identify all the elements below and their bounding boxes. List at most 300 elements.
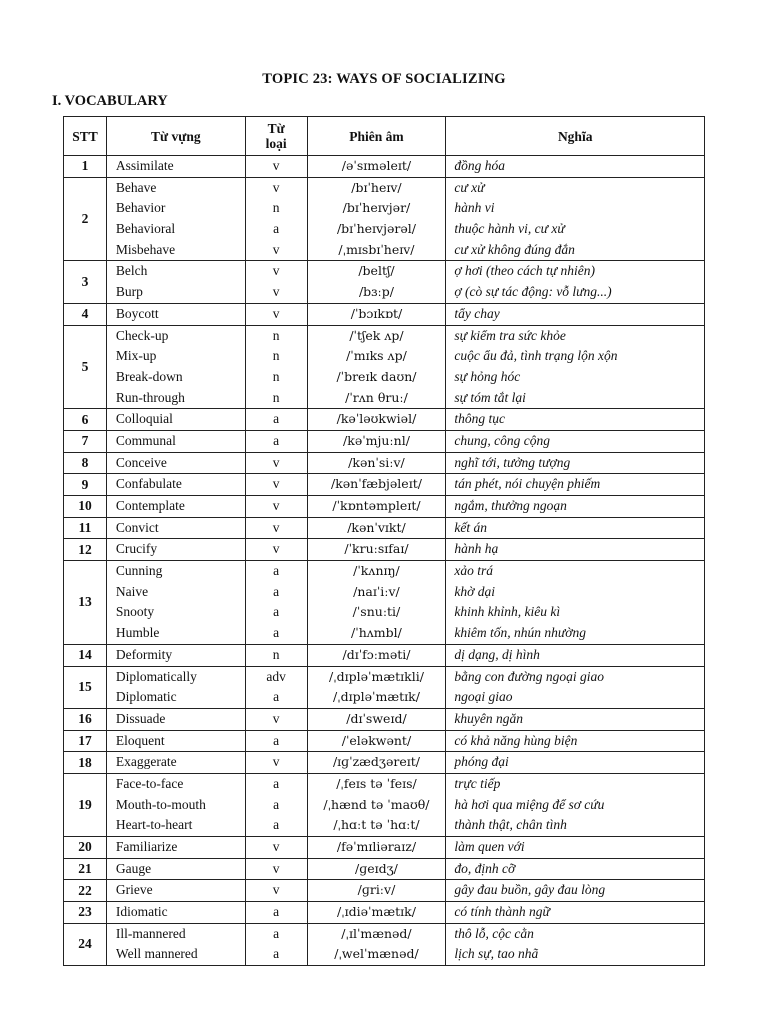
- part-of-speech-cell-line: v: [272, 541, 280, 557]
- part-of-speech-cell-line: n: [272, 368, 280, 384]
- meaning-cell-line: có tính thành ngữ: [454, 904, 550, 920]
- header-pos-line1: Từ: [267, 121, 285, 136]
- meaning-cell-line: đồng hóa: [454, 158, 506, 173]
- part-of-speech-cell: [245, 902, 307, 924]
- pronunciation-cell: [307, 666, 446, 708]
- table-row: [64, 303, 705, 325]
- part-of-speech-cell-line: n: [272, 348, 280, 364]
- meaning-cell-line: dị dạng, dị hình: [454, 646, 540, 662]
- word-cell: [106, 666, 245, 708]
- word-cell-line: Break-down: [115, 368, 183, 384]
- part-of-speech-cell-line: a: [273, 432, 280, 448]
- meaning-cell-line: thuộc hành vi, cư xử: [454, 221, 565, 237]
- table-row: [64, 517, 705, 539]
- row-number: 17: [64, 730, 107, 752]
- pronunciation-cell-line: /ˌdɪpləˈmætɪk/: [333, 689, 420, 705]
- part-of-speech-cell: [245, 644, 307, 666]
- pronunciation-cell-line: /ˌdɪpləˈmætɪkli/: [329, 668, 424, 684]
- word-cell-line: Deformity: [115, 646, 173, 662]
- pronunciation-cell-line: /ˌhænd tə ˈmaʊθ/: [323, 796, 430, 812]
- pronunciation-cell: [307, 858, 446, 880]
- meaning-cell-line: trực tiếp: [454, 775, 501, 791]
- part-of-speech-cell: [245, 730, 307, 752]
- meaning-cell: [446, 325, 705, 409]
- row-number: 14: [64, 644, 107, 666]
- row-number: 1: [64, 156, 107, 178]
- word-cell-line: Conceive: [115, 454, 167, 470]
- meaning-cell-line: phóng đại: [454, 754, 509, 770]
- section-heading: I. VOCABULARY: [52, 93, 168, 109]
- row-number: 5: [64, 325, 107, 409]
- meaning-cell-line: làm quen với: [454, 839, 525, 854]
- table-row: [64, 902, 705, 924]
- table-row: [64, 837, 705, 859]
- part-of-speech-cell-line: v: [272, 241, 280, 257]
- part-of-speech-cell-line: a: [273, 411, 280, 427]
- word-cell-line: Dissuade: [115, 710, 166, 726]
- word-cell: [106, 858, 245, 880]
- pronunciation-cell-line: /fəˈmɪliəraɪz/: [336, 839, 417, 854]
- word-cell-line: Diplomatically: [115, 668, 197, 684]
- row-number: 19: [64, 773, 107, 836]
- pronunciation-cell-line: /bɪˈheɪvjər/: [342, 200, 411, 216]
- part-of-speech-cell-line: a: [273, 625, 280, 641]
- word-cell: [106, 261, 245, 303]
- word-cell-line: Eloquent: [115, 732, 165, 748]
- meaning-cell: [446, 837, 705, 859]
- table-row: [64, 452, 705, 474]
- meaning-cell-line: xảo trá: [454, 563, 494, 579]
- pronunciation-cell: [307, 923, 446, 965]
- word-cell-line: Behave: [115, 179, 157, 195]
- part-of-speech-cell: [245, 858, 307, 880]
- word-cell-line: Naive: [115, 583, 149, 599]
- part-of-speech-cell-line: a: [273, 732, 280, 748]
- pronunciation-cell-line: /kənˈvɪkt/: [347, 519, 406, 535]
- meaning-cell-line: khờ dại: [454, 583, 495, 599]
- part-of-speech-cell: [245, 430, 307, 452]
- word-cell: [106, 880, 245, 902]
- row-number: 24: [64, 923, 107, 965]
- meaning-cell: [446, 539, 705, 561]
- pronunciation-cell: [307, 539, 446, 561]
- row-number: 23: [64, 902, 107, 924]
- pronunciation-cell-line: /beltʃ/: [358, 263, 395, 279]
- meaning-cell: [446, 666, 705, 708]
- pronunciation-cell: [307, 902, 446, 924]
- pronunciation-cell-line: /ˈsnuːti/: [352, 604, 401, 620]
- row-number: 6: [64, 409, 107, 431]
- meaning-cell: [446, 517, 705, 539]
- meaning-cell: [446, 902, 705, 924]
- meaning-cell: [446, 773, 705, 836]
- meaning-cell-line: ợ hơi (theo cách tự nhiên): [454, 263, 596, 279]
- row-number: 10: [64, 496, 107, 518]
- word-cell: [106, 496, 245, 518]
- part-of-speech-cell-line: n: [272, 327, 280, 343]
- word-cell: [106, 773, 245, 836]
- pronunciation-cell-line: /ˈbreɪk daʊn/: [336, 368, 417, 384]
- word-cell: [106, 644, 245, 666]
- part-of-speech-cell-line: n: [272, 389, 280, 405]
- part-of-speech-cell: [245, 517, 307, 539]
- header-pos: [245, 117, 307, 156]
- pronunciation-cell-line: /ɪɡˈzædʒəreɪt/: [332, 754, 420, 770]
- word-cell-line: Burp: [115, 284, 143, 300]
- meaning-cell-line: gây đau buồn, gây đau lòng: [454, 882, 606, 898]
- part-of-speech-cell-line: v: [272, 179, 280, 195]
- meaning-cell-line: sự hỏng hóc: [454, 368, 521, 384]
- part-of-speech-cell-line: a: [273, 563, 280, 579]
- pronunciation-cell-line: /ɡeɪdʒ/: [355, 860, 398, 876]
- word-cell-line: Face-to-face: [115, 775, 184, 791]
- word-cell-line: Contemplate: [115, 498, 185, 513]
- part-of-speech-cell-line: a: [273, 689, 280, 705]
- table-row: [64, 752, 705, 774]
- meaning-cell: [446, 261, 705, 303]
- word-cell-line: Behavior: [115, 200, 166, 216]
- part-of-speech-cell-line: v: [272, 839, 280, 854]
- part-of-speech-cell-line: a: [273, 925, 280, 941]
- table-row: [64, 430, 705, 452]
- header-pos-line2: loại: [265, 136, 287, 151]
- pronunciation-cell-line: /bɜːp/: [358, 284, 394, 300]
- part-of-speech-cell: [245, 561, 307, 645]
- pronunciation-cell-line: /ˈrʌn θruː/: [345, 389, 408, 405]
- part-of-speech-cell-line: n: [272, 200, 280, 216]
- pronunciation-cell: [307, 409, 446, 431]
- vocabulary-table: [63, 116, 705, 966]
- table-row: [64, 923, 705, 965]
- part-of-speech-cell-line: v: [272, 498, 280, 513]
- pronunciation-cell-line: /bɪˈheɪvjərəl/: [336, 221, 416, 237]
- meaning-cell-line: tẩy chay: [454, 305, 500, 321]
- row-number: 12: [64, 539, 107, 561]
- row-number: 8: [64, 452, 107, 474]
- word-cell-line: Run-through: [115, 389, 185, 405]
- part-of-speech-cell-line: a: [273, 775, 280, 791]
- meaning-cell-line: đo, định cỡ: [454, 860, 516, 876]
- pronunciation-cell: [307, 430, 446, 452]
- meaning-cell-line: sự tóm tắt lại: [454, 389, 526, 405]
- pronunciation-cell: [307, 496, 446, 518]
- meaning-cell: [446, 474, 705, 496]
- word-cell-line: Diplomatic: [115, 689, 177, 705]
- word-cell-line: Misbehave: [115, 241, 176, 257]
- row-number: 9: [64, 474, 107, 496]
- meaning-cell: [446, 452, 705, 474]
- word-cell-line: Confabulate: [115, 476, 182, 492]
- part-of-speech-cell-line: v: [272, 476, 280, 492]
- word-cell-line: Behavioral: [115, 221, 176, 237]
- pronunciation-cell-line: /ˈhʌmbl/: [351, 625, 402, 641]
- meaning-cell: [446, 303, 705, 325]
- pronunciation-cell-line: /ˌɪlˈmænəd/: [341, 925, 412, 941]
- row-number: 2: [64, 177, 107, 261]
- meaning-cell-line: hà hơi qua miệng để sơ cứu: [454, 796, 605, 812]
- word-cell: [106, 409, 245, 431]
- table-row: [64, 858, 705, 880]
- meaning-cell: [446, 730, 705, 752]
- word-cell-line: Boycott: [115, 305, 159, 321]
- row-number: 15: [64, 666, 107, 708]
- table-row: [64, 730, 705, 752]
- pronunciation-cell-line: /ˈbɔɪkɒt/: [350, 305, 403, 321]
- table-row: [64, 156, 705, 178]
- row-number: 3: [64, 261, 107, 303]
- part-of-speech-cell-line: v: [272, 710, 280, 726]
- meaning-cell-line: ngắm, thưởng ngoạn: [454, 498, 567, 513]
- part-of-speech-cell: [245, 452, 307, 474]
- pronunciation-cell-line: /ˈkʌnɪŋ/: [353, 563, 400, 579]
- word-cell-line: Assimilate: [115, 158, 174, 173]
- pronunciation-cell-line: /ɡriːv/: [357, 882, 396, 898]
- table-row: [64, 261, 705, 303]
- meaning-cell: [446, 708, 705, 730]
- meaning-cell-line: tán phét, nói chuyện phiếm: [454, 476, 601, 492]
- header-word: Từ vựng: [106, 117, 245, 156]
- part-of-speech-cell-line: v: [272, 305, 280, 321]
- part-of-speech-cell: [245, 261, 307, 303]
- word-cell-line: Heart-to-heart: [115, 817, 193, 833]
- word-cell-line: Well mannered: [115, 946, 198, 962]
- row-number: 7: [64, 430, 107, 452]
- word-cell: [106, 539, 245, 561]
- pronunciation-cell: [307, 303, 446, 325]
- meaning-cell-line: cuộc ẩu đả, tình trạng lộn xộn: [454, 348, 618, 364]
- part-of-speech-cell-line: v: [272, 754, 280, 770]
- word-cell: [106, 517, 245, 539]
- word-cell-line: Colloquial: [115, 411, 173, 427]
- word-cell-line: Gauge: [115, 860, 152, 876]
- meaning-cell-line: ợ (cò sự tác động: vỗ lưng...): [454, 284, 612, 300]
- meaning-cell-line: khiêm tốn, nhún nhường: [454, 625, 586, 641]
- part-of-speech-cell: [245, 539, 307, 561]
- document-title: TOPIC 23: WAYS OF SOCIALIZING: [262, 71, 506, 87]
- part-of-speech-cell: [245, 752, 307, 774]
- pronunciation-cell-line: /ˌhɑːt tə ˈhɑːt/: [333, 817, 420, 833]
- word-cell-line: Exaggerate: [115, 754, 177, 770]
- pronunciation-cell-line: /kəˈləʊkwiəl/: [336, 411, 417, 427]
- part-of-speech-cell: [245, 923, 307, 965]
- meaning-cell-line: nghĩ tới, tưởng tượng: [454, 454, 571, 470]
- word-cell-line: Ill-mannered: [115, 925, 186, 941]
- header-stt: STT: [64, 117, 107, 156]
- word-cell: [106, 325, 245, 409]
- word-cell: [106, 730, 245, 752]
- meaning-cell: [446, 752, 705, 774]
- part-of-speech-cell-line: v: [272, 519, 280, 535]
- word-cell: [106, 708, 245, 730]
- table-row: [64, 474, 705, 496]
- pronunciation-cell-line: /ˈkruːsɪfaɪ/: [344, 541, 409, 557]
- pronunciation-cell: [307, 561, 446, 645]
- word-cell-line: Familiarize: [115, 839, 178, 854]
- table-row: [64, 561, 705, 645]
- meaning-cell-line: thô lỗ, cộc cằn: [454, 925, 534, 941]
- part-of-speech-cell: [245, 837, 307, 859]
- pronunciation-cell-line: /ˈmɪks ʌp/: [346, 348, 407, 364]
- meaning-cell: [446, 409, 705, 431]
- pronunciation-cell-line: /kənˈfæbjəleɪt/: [330, 476, 422, 492]
- row-number: 4: [64, 303, 107, 325]
- row-number: 13: [64, 561, 107, 645]
- row-number: 22: [64, 880, 107, 902]
- pronunciation-cell: [307, 880, 446, 902]
- pronunciation-cell-line: /ˈkɒntəmpleɪt/: [332, 498, 421, 513]
- part-of-speech-cell-line: a: [273, 817, 280, 833]
- table-row: [64, 325, 705, 409]
- pronunciation-cell: [307, 177, 446, 261]
- word-cell-line: Humble: [115, 625, 160, 641]
- row-number: 16: [64, 708, 107, 730]
- word-cell: [106, 752, 245, 774]
- part-of-speech-cell-line: a: [273, 221, 280, 237]
- pronunciation-cell: [307, 325, 446, 409]
- part-of-speech-cell: [245, 773, 307, 836]
- pronunciation-cell: [307, 474, 446, 496]
- word-cell: [106, 561, 245, 645]
- word-cell-line: Grieve: [115, 882, 153, 898]
- pronunciation-cell-line: /kəˈmjuːnl/: [343, 432, 410, 448]
- meaning-cell-line: có khả năng hùng biện: [454, 732, 578, 748]
- word-cell-line: Convict: [115, 519, 159, 535]
- row-number: 21: [64, 858, 107, 880]
- part-of-speech-cell: [245, 880, 307, 902]
- part-of-speech-cell-line: a: [273, 583, 280, 599]
- pronunciation-cell-line: /əˈsɪməleɪt/: [341, 158, 412, 173]
- pronunciation-cell: [307, 708, 446, 730]
- pronunciation-cell: [307, 644, 446, 666]
- part-of-speech-cell-line: v: [272, 454, 280, 470]
- word-cell: [106, 156, 245, 178]
- meaning-cell-line: thành thật, chân tình: [454, 817, 567, 833]
- pronunciation-cell-line: /bɪˈheɪv/: [351, 179, 402, 195]
- header-ipa: Phiên âm: [307, 117, 446, 156]
- pronunciation-cell-line: /ˌmɪsbɪˈheɪv/: [338, 241, 415, 257]
- part-of-speech-cell-line: n: [272, 646, 280, 662]
- table-row: [64, 539, 705, 561]
- word-cell: [106, 452, 245, 474]
- pronunciation-cell: [307, 837, 446, 859]
- word-cell: [106, 430, 245, 452]
- word-cell: [106, 837, 245, 859]
- meaning-cell-line: hành vi: [454, 200, 495, 216]
- table-body: [64, 156, 705, 966]
- part-of-speech-cell-line: a: [273, 604, 280, 620]
- table-header-row: [64, 117, 705, 156]
- row-number: 20: [64, 837, 107, 859]
- table-row: [64, 773, 705, 836]
- meaning-cell: [446, 156, 705, 178]
- pronunciation-cell-line: /dɪˈfɔːməti/: [342, 646, 411, 662]
- word-cell-line: Check-up: [115, 327, 169, 343]
- meaning-cell: [446, 858, 705, 880]
- row-number: 11: [64, 517, 107, 539]
- table-row: [64, 496, 705, 518]
- meaning-cell-line: thông tục: [454, 411, 506, 427]
- pronunciation-cell: [307, 730, 446, 752]
- word-cell-line: Belch: [115, 263, 148, 279]
- part-of-speech-cell-line: v: [272, 860, 280, 876]
- meaning-cell: [446, 561, 705, 645]
- word-cell-line: Snooty: [115, 604, 155, 620]
- pronunciation-cell: [307, 156, 446, 178]
- part-of-speech-cell-line: v: [272, 263, 280, 279]
- meaning-cell-line: kết án: [454, 519, 488, 535]
- meaning-cell-line: sự kiểm tra sức khỏe: [454, 327, 566, 343]
- meaning-cell: [446, 177, 705, 261]
- pronunciation-cell: [307, 452, 446, 474]
- part-of-speech-cell-line: a: [273, 904, 280, 920]
- table-row: [64, 880, 705, 902]
- table-row: [64, 644, 705, 666]
- meaning-cell-line: lịch sự, tao nhã: [454, 946, 539, 962]
- part-of-speech-cell: [245, 496, 307, 518]
- pronunciation-cell: [307, 517, 446, 539]
- meaning-cell-line: chung, công cộng: [454, 432, 550, 448]
- table-row: [64, 177, 705, 261]
- word-cell: [106, 923, 245, 965]
- meaning-cell-line: khinh khỉnh, kiêu kì: [454, 604, 561, 620]
- part-of-speech-cell: [245, 708, 307, 730]
- part-of-speech-cell-line: adv: [266, 668, 286, 684]
- part-of-speech-cell-line: a: [273, 946, 280, 962]
- pronunciation-cell-line: /dɪˈsweɪd/: [346, 710, 407, 726]
- part-of-speech-cell-line: a: [273, 796, 280, 812]
- part-of-speech-cell: [245, 666, 307, 708]
- meaning-cell-line: ngoại giao: [454, 689, 513, 705]
- word-cell-line: Mouth-to-mouth: [115, 796, 206, 812]
- row-number: 18: [64, 752, 107, 774]
- pronunciation-cell-line: /ˈtʃek ʌp/: [349, 327, 404, 343]
- meaning-cell-line: cư xử không đúng đắn: [454, 241, 575, 257]
- part-of-speech-cell-line: v: [272, 882, 280, 898]
- pronunciation-cell: [307, 261, 446, 303]
- pronunciation-cell: [307, 773, 446, 836]
- table-row: [64, 409, 705, 431]
- word-cell: [106, 303, 245, 325]
- meaning-cell: [446, 496, 705, 518]
- pronunciation-cell-line: /naɪˈiːv/: [353, 583, 400, 599]
- meaning-cell: [446, 430, 705, 452]
- part-of-speech-cell: [245, 325, 307, 409]
- word-cell: [106, 474, 245, 496]
- header-meaning: Nghĩa: [446, 117, 705, 156]
- meaning-cell: [446, 644, 705, 666]
- pronunciation-cell-line: /ˌɪdiəˈmætɪk/: [337, 904, 416, 920]
- table-row: [64, 666, 705, 708]
- part-of-speech-cell: [245, 474, 307, 496]
- meaning-cell-line: cư xử: [454, 179, 485, 195]
- meaning-cell-line: hành hạ: [454, 541, 499, 557]
- pronunciation-cell-line: /kənˈsiːv/: [348, 454, 405, 470]
- pronunciation-cell-line: /ˌfeɪs tə ˈfeɪs/: [336, 775, 417, 791]
- word-cell: [106, 177, 245, 261]
- meaning-cell: [446, 880, 705, 902]
- word-cell-line: Idiomatic: [115, 904, 168, 920]
- part-of-speech-cell-line: v: [272, 284, 280, 300]
- word-cell-line: Cunning: [115, 563, 163, 579]
- pronunciation-cell: [307, 752, 446, 774]
- part-of-speech-cell-line: v: [272, 158, 280, 173]
- table-row: [64, 708, 705, 730]
- meaning-cell-line: khuyên ngăn: [454, 710, 523, 726]
- meaning-cell: [446, 923, 705, 965]
- word-cell-line: Communal: [115, 432, 176, 448]
- part-of-speech-cell: [245, 303, 307, 325]
- part-of-speech-cell: [245, 409, 307, 431]
